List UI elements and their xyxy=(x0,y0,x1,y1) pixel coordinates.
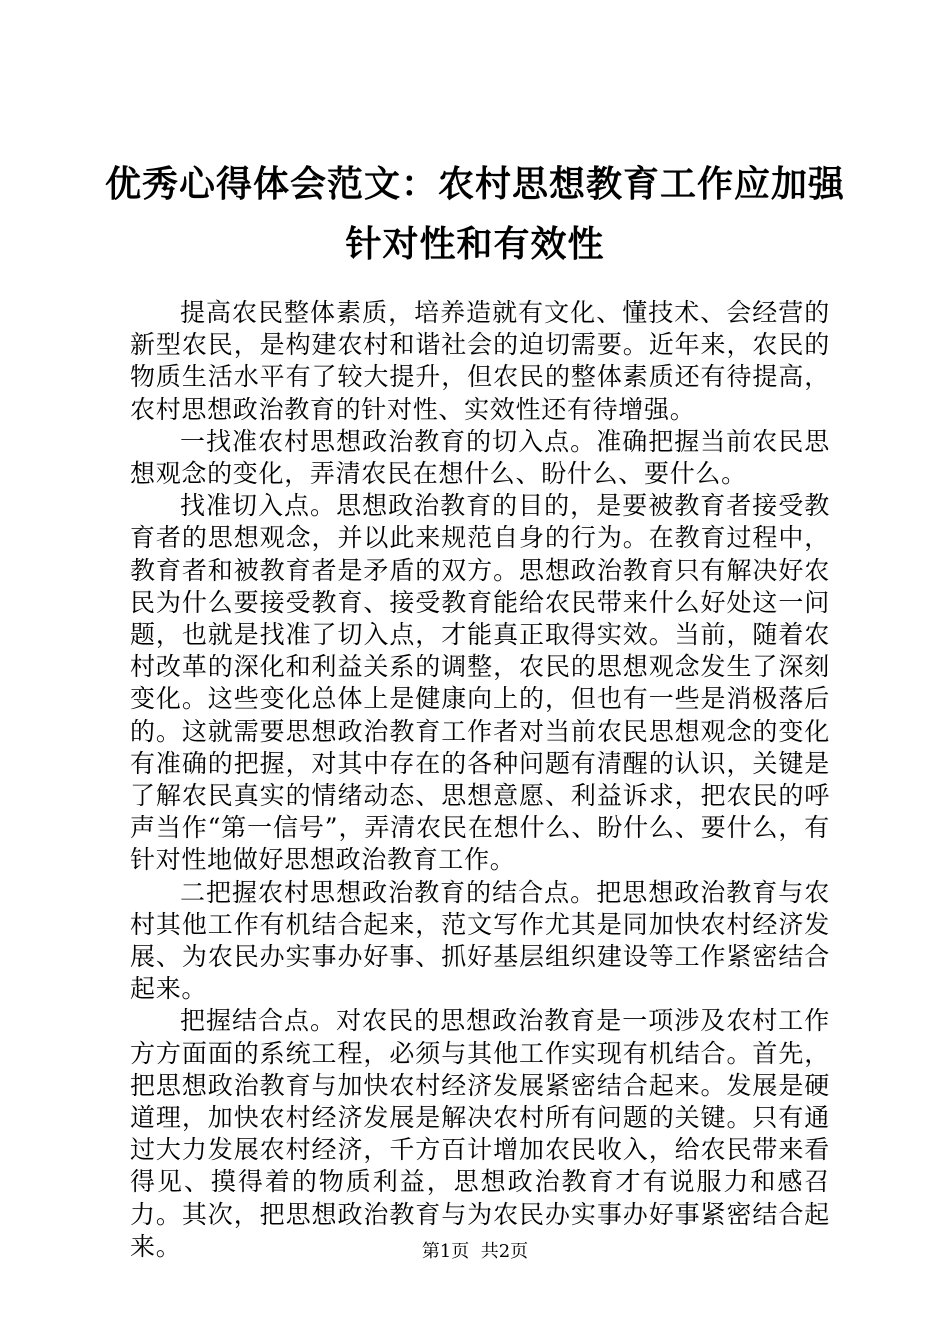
paragraph: 二把握农村思想政治教育的结合点。把思想政治教育与农村其他工作有机结合起来，范文写作尤其是同加快农村经济发展、为农民办实事办好事、抓好基层组织建设等工作紧密结合起来。 xyxy=(130,877,830,1004)
paragraph: 提高农民整体素质，培养造就有文化、懂技术、会经营的新型农民，是构建农村和谐社会的迫切需要。近年来，农民的物质生活水平有了较大提升，但农民的整体素质还有待提高，农村思想政治教育的针对性、实效性还有待增强。 xyxy=(130,298,830,424)
document-title-line-1: 优秀心得体会范文：农村思想教育工作应加强 xyxy=(104,163,845,205)
document-title-line-2: 针对性和有效性 xyxy=(345,223,605,265)
paragraph: 一找准农村思想政治教育的切入点。准确把握当前农民思想观念的变化，弄清农民在想什么、盼什么、要什么。 xyxy=(130,426,830,489)
paragraph: 把握结合点。对农民的思想政治教育是一项涉及农村工作方方面面的系统工程，必须与其他工作实现有机结合。首先，把思想政治教育与加快农村经济发展紧密结合起来。发展是硬道理，加快农村经济发展是解决农村所有问题的关键。只有通过大力发展农村经济，千方百计增加农民收入，给农民带来看得见、摸得着的物质利益，思想政治教育才有说服力和感召力。其次，把思想政治教育与为农民办实事办好事紧密结合起来。 xyxy=(130,1006,830,1261)
document-body xyxy=(130,297,830,1263)
paragraph: 找准切入点。思想政治教育的目的，是要被教育者接受教育者的思想观念，并以此来规范自身的行为。在教育过程中，教育者和被教育者是矛盾的双方。思想政治教育只有解决好农民为什么要接受教育、接受教育能给农民带来什么好处这一问题，也就是找准了切入点，才能真正取得实效。当前，随着农村改革的深化和利益关系的调整，农民的思想观念发生了深刻变化。这些变化总体上是健康向上的，但也有一些是消极落后的。这就需要思想政治教育工作者对当前农民思想观念的变化有准确的把握，对其中存在的各种问题有清醒的认识，关键是了解农民真实的情绪动态、思想意愿、利益诉求，把农民的呼声当作“第一信号”，弄清农民在想什么、盼什么、要什么，有针对性地做好思想政治教育工作。 xyxy=(130,491,830,875)
page-number: 第1页 共2页 xyxy=(421,1241,529,1262)
